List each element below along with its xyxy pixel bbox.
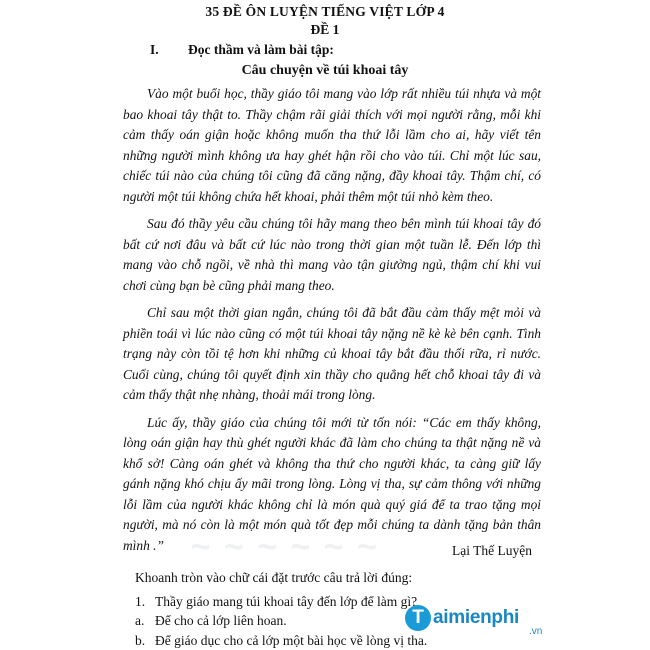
- question-text: Thầy giáo mang túi khoai tây đến lớp để làm gì?: [155, 594, 418, 609]
- option-letter: b.: [135, 633, 146, 648]
- story-author: Lại Thế Luyện: [452, 543, 532, 558]
- question-number: 1.: [135, 594, 146, 609]
- exercise-instruction: Khoanh tròn vào chữ cái đặt trước câu trả lời đúng:: [135, 570, 413, 585]
- section-title: Đọc thầm và làm bài tập:: [188, 42, 334, 57]
- exam-title: ĐỀ 1: [310, 22, 340, 37]
- background-watermark: ~ ~ ~ ~ ~ ~: [190, 528, 379, 566]
- story-paragraph: Vào một buổi học, thầy giáo tôi mang vào lớp rất nhiều túi nhựa và một bao khoai tây thật to. Thầy chậm rãi giải thích với mọi người rằng, mỗi khi cảm thấy oán giận hoặc không muốn tha thứ lỗi lầm cho ai, hãy viết tên những người mình không ưa hay ghét hận rồi cho vào túi. Chỉ một lúc sau, chiếc túi nào của chúng tôi cũng đã căng nặng, đầy khoai tây. Thậm chí, có người một túi không chứa hết khoai, phải thêm một túi nhỏ kèm theo.: [123, 86, 541, 204]
- story-paragraph: Lúc ấy, thầy giáo của chúng tôi mới từ tốn nói: “Các em thấy không, lòng oán giận hay thù ghét người khác đã làm cho chúng ta thật nặng nề và khổ sở! Càng oán ghét và không tha thứ cho người khác, ta càng giữ lấy gánh nặng khó chịu ấy mãi trong lòng. Lòng vị tha, sự cảm thông với những lỗi lầm của người khác không chỉ là món quà quý giá để ta trao tặng mọi người, mà nó còn là một món quà tốt đẹp mỗi chúng ta dành tặng bản thân mình .”: [123, 414, 541, 553]
- document-title: 35 ĐỀ ÔN LUYỆN TIẾNG VIỆT LỚP 4: [205, 4, 445, 19]
- option-letter: a.: [135, 613, 145, 628]
- story-body: [123, 84, 541, 566]
- answer-option-a[interactable]: [135, 613, 287, 629]
- section-heading: [150, 42, 334, 58]
- story-paragraph: Sau đó thầy yêu cầu chúng tôi hãy mang theo bên mình túi khoai tây đó bất cứ nơi đâu và bất cứ lúc nào trong thời gian một tuần lễ. Đến lớp thì mang vào chỗ ngồi, về nhà thì mang vào tận giường ngủ, thậm chí khi vui chơi cùng bạn bè cũng phải mang theo.: [123, 216, 541, 293]
- question-1: [135, 594, 417, 610]
- option-text: Để cho cả lớp liên hoan.: [155, 613, 287, 628]
- story-paragraph: Chỉ sau một thời gian ngắn, chúng tôi đã bắt đầu cảm thấy mệt mỏi và phiền toái vì lúc nào cũng có một túi khoai tây nặng nề kè kè bên cạnh. Tình trạng này còn tồi tệ hơn khi những củ khoai tây bắt đầu thối rữa, rỉ nước. Cuối cùng, chúng tôi quyết định xin thầy cho quẳng hết chỗ khoai tây đi và cảm thấy thật nhẹ nhàng, thoải mái trong lòng.: [123, 305, 541, 402]
- logo-word: aimienphi: [433, 607, 519, 628]
- story-title: Câu chuyện về túi khoai tây: [241, 63, 409, 78]
- answer-option-b[interactable]: [135, 633, 427, 649]
- taimienphi-logo: [405, 604, 565, 637]
- section-number: I.: [150, 42, 159, 57]
- logo-mark-icon: T: [405, 605, 431, 631]
- logo-tld: .vn: [529, 626, 543, 637]
- option-text: Để giáo dục cho cả lớp một bài học về lòng vị tha.: [155, 633, 428, 648]
